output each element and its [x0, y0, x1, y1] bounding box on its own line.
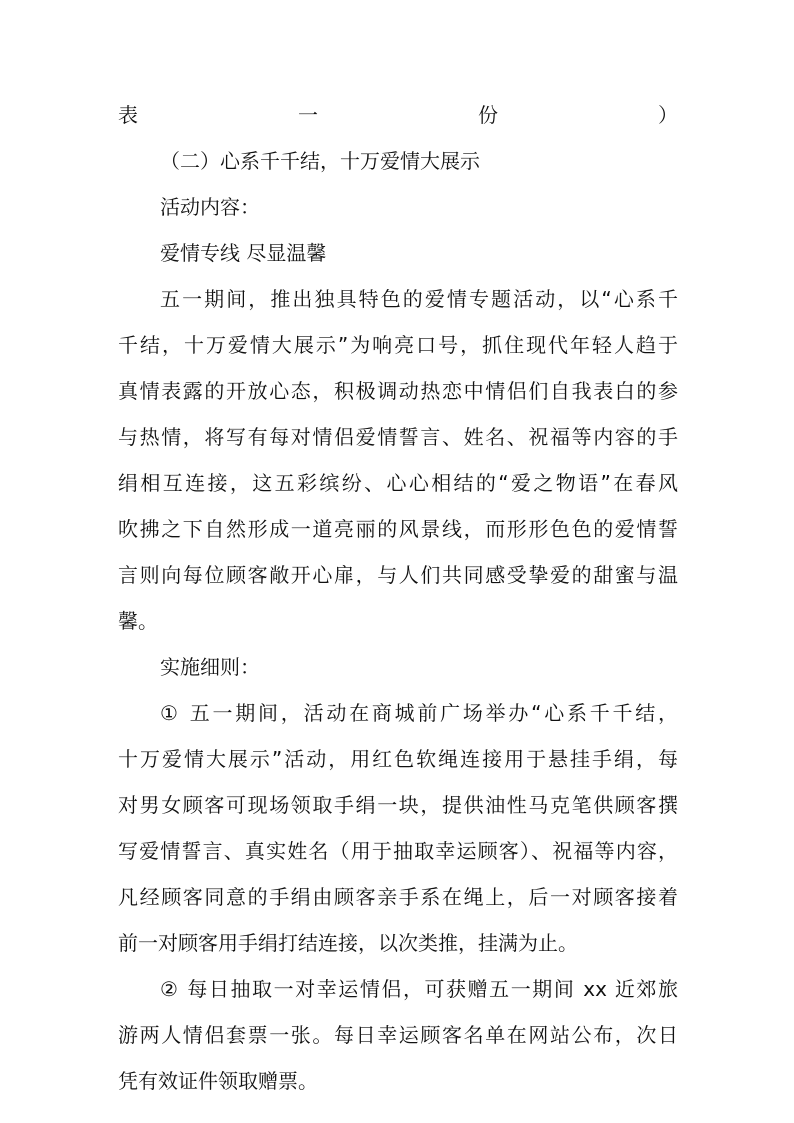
- paragraph-line: 吹拂之下自然形成一道亮丽的风景线，而形形色色的爱情誓: [118, 517, 678, 541]
- subheading-activity-content: 活动内容：: [160, 195, 260, 219]
- text-line-continuation: 表一份）: [118, 103, 678, 127]
- list-item-line: 游两人情侣套票一张。每日幸运顾客名单在网站公布，次日: [118, 1023, 678, 1047]
- paragraph-line: 真情表露的开放心态，积极调动热恋中情侣们自我表白的参: [118, 379, 678, 403]
- paragraph-line: 五一期间，推出独具特色的爱情专题活动，以“心系千: [160, 287, 678, 311]
- list-item-line: ① 五一期间，活动在商城前广场举办“心系千千结，: [160, 701, 678, 725]
- list-item-line: 十万爱情大展示”活动，用红色软绳连接用于悬挂手绢，每: [118, 747, 678, 771]
- section-heading: （二）心系千千结，十万爱情大展示: [160, 149, 480, 173]
- list-item-line: 对男女顾客可现场领取手绢一块，提供油性马克笔供顾客撰: [118, 793, 678, 817]
- list-item-line: 凭有效证件领取赠票。: [118, 1069, 318, 1093]
- list-item-line: 前一对顾客用手绢打结连接，以次类推，挂满为止。: [118, 931, 578, 955]
- paragraph-line: 绢相互连接，这五彩缤纷、心心相结的“爱之物语”在春风: [118, 471, 678, 495]
- list-item-line: 写爱情誓言、真实姓名（用于抽取幸运顾客）、祝福等内容，: [118, 839, 678, 863]
- subheading-love-line: 爱情专线 尽显温馨: [160, 241, 327, 265]
- subheading-implementation: 实施细则：: [160, 655, 260, 679]
- list-item-line: ② 每日抽取一对幸运情侣，可获赠五一期间 xx 近郊旅: [160, 977, 678, 1001]
- list-item-line: 凡经顾客同意的手绢由顾客亲手系在绳上，后一对顾客接着: [118, 885, 678, 909]
- paragraph-line: 千结，十万爱情大展示”为响亮口号，抓住现代年轻人趋于: [118, 333, 678, 357]
- paragraph-line: 与热情，将写有每对情侣爱情誓言、姓名、祝福等内容的手: [118, 425, 678, 449]
- paragraph-line: 言则向每位顾客敞开心扉，与人们共同感受挚爱的甜蜜与温: [118, 563, 678, 587]
- paragraph-line: 馨。: [118, 609, 158, 633]
